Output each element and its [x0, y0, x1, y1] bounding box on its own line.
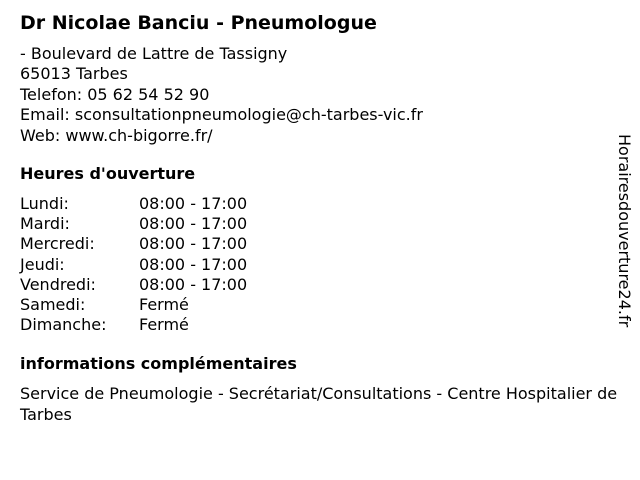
hours-row-wednesday — [20, 234, 320, 254]
hours-row-tuesday — [20, 214, 320, 234]
day-hours: Fermé — [139, 294, 189, 314]
hours-row-saturday — [20, 295, 320, 315]
street-address: - Boulevard de Lattre de Tassigny — [20, 44, 288, 63]
opening-hours-table — [20, 194, 320, 335]
city-postal: 65013 Tarbes — [20, 64, 128, 84]
day-label: Mardi: — [20, 214, 70, 234]
day-hours: 08:00 - 17:00 — [139, 214, 248, 234]
address-block — [20, 44, 423, 146]
web-line: Web: www.ch-bigorre.fr/ — [20, 125, 213, 145]
day-hours: Fermé — [139, 315, 189, 335]
day-label: Dimanche: — [20, 315, 107, 335]
opening-hours-heading: Heures d'ouverture — [20, 164, 196, 183]
day-hours: 08:00 - 17:00 — [139, 254, 248, 274]
site-watermark — [612, 134, 636, 346]
day-label: Vendredi: — [20, 274, 96, 294]
day-hours: 08:00 - 17:00 — [139, 274, 248, 294]
day-label: Jeudi: — [20, 254, 65, 274]
additional-info-heading: informations complémentaires — [20, 354, 297, 373]
additional-info-text: Service de Pneumologie - Secrétariat/Consultations - Centre Hospitalier de Tarbes — [20, 384, 618, 424]
day-label: Samedi: — [20, 294, 86, 314]
hours-row-sunday — [20, 315, 320, 335]
day-label: Lundi: — [20, 194, 69, 213]
day-hours: 08:00 - 17:00 — [139, 234, 248, 254]
day-hours: 08:00 - 17:00 — [139, 194, 248, 213]
watermark-text: Horairesdouverture24.fr — [615, 134, 634, 328]
hours-row-monday — [20, 194, 320, 214]
phone-line: Telefon: 05 62 54 52 90 — [20, 84, 210, 104]
page-title: Dr Nicolae Banciu - Pneumologue — [20, 12, 377, 34]
day-label: Mercredi: — [20, 234, 95, 254]
hours-row-thursday — [20, 255, 320, 275]
hours-row-friday — [20, 275, 320, 295]
email-line: Email: sconsultationpneumologie@ch-tarbes-vic.fr — [20, 105, 423, 125]
